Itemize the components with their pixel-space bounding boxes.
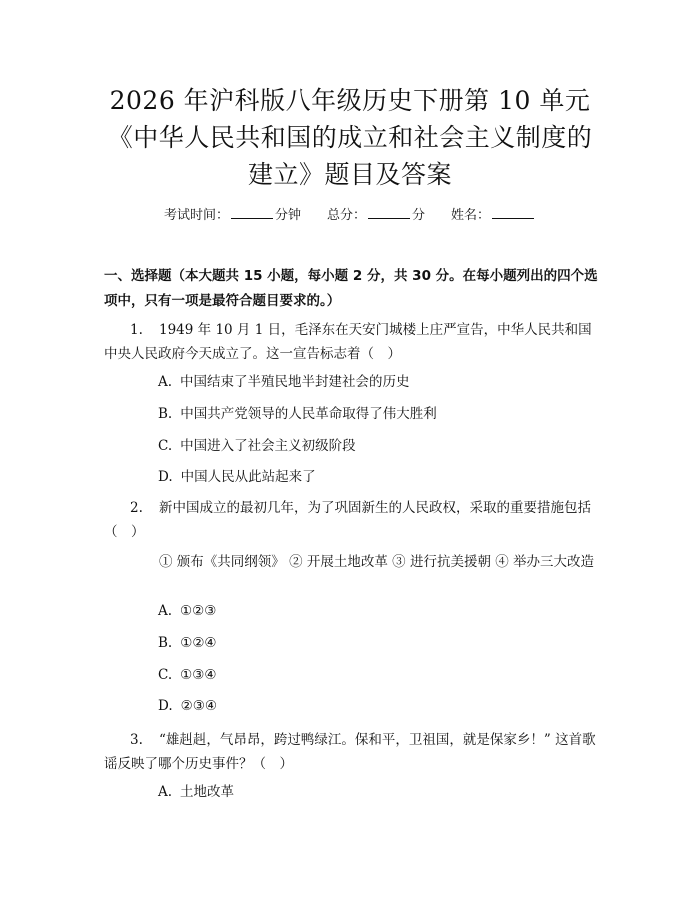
score-blank xyxy=(368,206,410,219)
name-label: 姓名： xyxy=(451,208,491,223)
question-number: 3. xyxy=(130,732,143,748)
time-unit: 分钟 xyxy=(274,208,301,223)
question-number: 2. xyxy=(130,500,143,516)
option-2-c: C. ①③④ xyxy=(158,667,217,683)
time-blank xyxy=(231,206,273,219)
option-2-b: B. ①②④ xyxy=(158,635,217,651)
exam-meta-line xyxy=(0,206,700,225)
question-stem: “雄赳赳，气昂昂，跨过鸭绿江。保和平，卫祖国，就是保家乡！” 这首歌谣反映了哪个历史事件？（ ） xyxy=(104,732,596,772)
document-title-line-2: 《中华人民共和国的成立和社会主义制度的 xyxy=(107,123,593,152)
question-2-items: ① 颁布《共同纲领》 ② 开展土地改革 ③ 进行抗美援朝 ④ 举办三大改造 xyxy=(159,554,595,570)
document-title-line-1: 2026 年沪科版八年级历史下册第 10 单元 xyxy=(109,86,591,115)
option-3-a: A. 土地改革 xyxy=(158,784,235,800)
option-1-a: A. 中国结束了半殖民地半封建社会的历史 xyxy=(158,374,410,390)
score-unit: 分 xyxy=(412,208,426,223)
option-2-a: A. ①②③ xyxy=(158,603,217,619)
option-1-c: C. 中国进入了社会主义初级阶段 xyxy=(158,438,356,454)
option-1-d: D. 中国人民从此站起来了 xyxy=(158,469,316,485)
section-heading: 一、选择题（本大题共 15 小题，每小题 2 分，共 30 分。在每小题列出的四个选项中，只有一项是最符合题目要求的。） xyxy=(104,268,598,309)
question-3 xyxy=(104,728,601,776)
option-2-d: D. ②③④ xyxy=(158,698,217,714)
name-blank xyxy=(492,206,534,219)
question-2 xyxy=(104,496,601,544)
question-stem: 1949 年 10 月 1 日，毛泽东在天安门城楼上庄严宣告，中华人民共和国中央人民政府今天成立了。这一宣告标志着（ ） xyxy=(104,322,592,362)
score-label: 总分： xyxy=(326,208,366,223)
question-1 xyxy=(104,318,601,366)
document-title-line-3: 建立》题目及答案 xyxy=(247,160,452,189)
time-label: 考试时间： xyxy=(163,208,229,223)
question-number: 1. xyxy=(130,322,143,338)
option-1-b: B. 中国共产党领导的人民革命取得了伟大胜利 xyxy=(158,406,437,422)
question-stem: 新中国成立的最初几年，为了巩固新生的人民政权，采取的重要措施包括（ ） xyxy=(104,500,591,540)
